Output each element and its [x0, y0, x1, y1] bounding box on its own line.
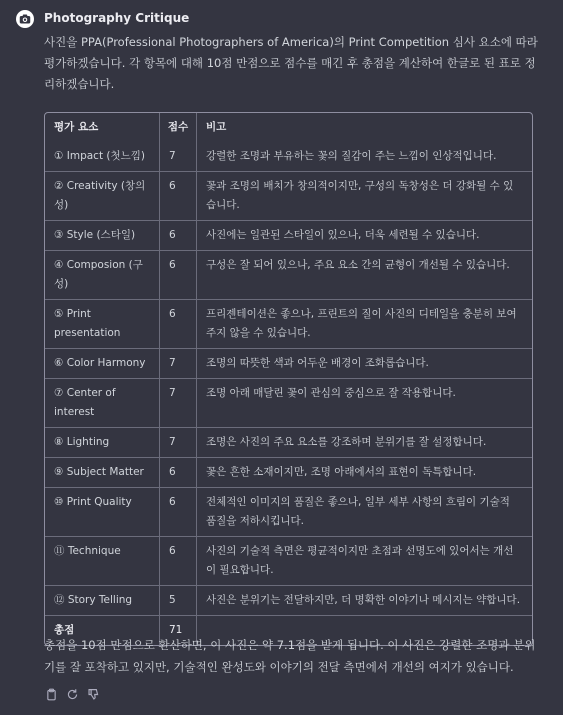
row-note: 프리젠테이션은 좋으나, 프린트의 질이 사진의 디테일을 충분히 보여주지 않을 수 있습니다. [197, 300, 532, 349]
row-criterion: ② Creativity (창의성) [45, 172, 160, 221]
row-note: 사진은 분위기는 전달하지만, 더 명확한 이야기나 메시지는 약합니다. [197, 586, 532, 616]
clipboard-icon[interactable] [45, 688, 58, 701]
header-score: 점수 [160, 113, 197, 142]
row-score: 6 [160, 251, 197, 300]
header-note: 비고 [206, 121, 227, 133]
row-criterion: ⑨ Subject Matter [45, 458, 160, 488]
message-actions [45, 688, 100, 701]
row-criterion: ⑤ Print presentation [45, 300, 160, 349]
table-row [45, 142, 532, 172]
header-criterion: 평가 요소 [45, 113, 160, 142]
critique-table [44, 112, 533, 646]
camera-icon [19, 13, 31, 25]
author-name: Photography Critique [44, 11, 190, 25]
row-note: 사진의 기술적 측면은 평균적이지만 초점과 선명도에 있어서는 개선이 필요합니다. [197, 537, 532, 586]
row-criterion: ⑥ Color Harmony [45, 349, 160, 379]
table-row [45, 586, 532, 616]
row-note: 꽃은 흔한 소재이지만, 조명 아래에서의 표현이 독특합니다. [197, 458, 532, 488]
table-row [45, 458, 532, 488]
avatar [16, 10, 34, 28]
table-row [45, 251, 532, 300]
table-row [45, 488, 532, 537]
row-criterion: ⑩ Print Quality [45, 488, 160, 537]
row-score: 7 [160, 349, 197, 379]
total-label: 총점 [45, 616, 160, 645]
table-header-row [45, 113, 532, 142]
row-note: 꽃과 조명의 배치가 창의적이지만, 구성의 독창성은 더 강화될 수 있습니다. [197, 172, 532, 221]
row-note: 사진에는 일관된 스타일이 있으나, 더욱 세련될 수 있습니다. [197, 221, 532, 251]
table-row [45, 221, 532, 251]
row-criterion: ⑫ Story Telling [45, 586, 160, 616]
refresh-icon[interactable] [66, 688, 79, 701]
intro-text: 사진을 PPA(Professional Photographers of America)의 Print Competition 심사 요소에 따라 평가하겠습니다. 각 항목에 대해 10점 만점으로 점수를 매긴 후 총점을 계산하여 한글로 된 표로 정리하겠습니다. [44, 35, 538, 91]
row-score: 7 [160, 379, 197, 428]
row-note: 구성은 잘 되어 있으나, 주요 요소 간의 균형이 개선될 수 있습니다. [197, 251, 532, 300]
total-score: 71 [160, 616, 197, 645]
row-criterion: ⑦ Center of interest [45, 379, 160, 428]
row-criterion: ① Impact (첫느낌) [45, 142, 160, 172]
row-score: 7 [160, 428, 197, 458]
table-row [45, 428, 532, 458]
row-criterion: ③ Style (스타일) [45, 221, 160, 251]
row-note: 조명 아래 매달린 꽃이 관심의 중심으로 잘 작용합니다. [197, 379, 532, 428]
row-score: 5 [160, 586, 197, 616]
table-row [45, 349, 532, 379]
row-score: 6 [160, 488, 197, 537]
thumbs-down-icon[interactable] [87, 688, 100, 701]
row-score: 6 [160, 537, 197, 586]
conclusion-text: 총점을 10점 만점으로 환산하면, 이 사진은 약 7.1점을 받게 됩니다. 이 사진은 강렬한 조명과 분위기를 잘 포착하고 있지만, 기술적인 완성도와 이야기의 전달 측면에서 개선의 여지가 있습니다. [44, 638, 536, 674]
row-note: 조명은 사진의 주요 요소를 강조하며 분위기를 잘 설정합니다. [197, 428, 532, 458]
table-row [45, 172, 532, 221]
row-score: 6 [160, 221, 197, 251]
row-criterion: ⑪ Technique [45, 537, 160, 586]
row-score: 6 [160, 458, 197, 488]
row-score: 6 [160, 172, 197, 221]
table-row [45, 537, 532, 586]
row-criterion: ⑧ Lighting [45, 428, 160, 458]
row-note: 강렬한 조명과 부유하는 꽃의 질감이 주는 느낌이 인상적입니다. [197, 142, 532, 172]
table-row [45, 300, 532, 349]
table-row [45, 379, 532, 428]
row-score: 6 [160, 300, 197, 349]
row-note: 전체적인 이미지의 품질은 좋으나, 일부 세부 사항의 흐림이 기술적 품질을 저하시킵니다. [197, 488, 532, 537]
row-criterion: ④ Composion (구성) [45, 251, 160, 300]
row-note: 조명의 따뜻한 색과 어두운 배경이 조화롭습니다. [197, 349, 532, 379]
row-score: 7 [160, 142, 197, 172]
